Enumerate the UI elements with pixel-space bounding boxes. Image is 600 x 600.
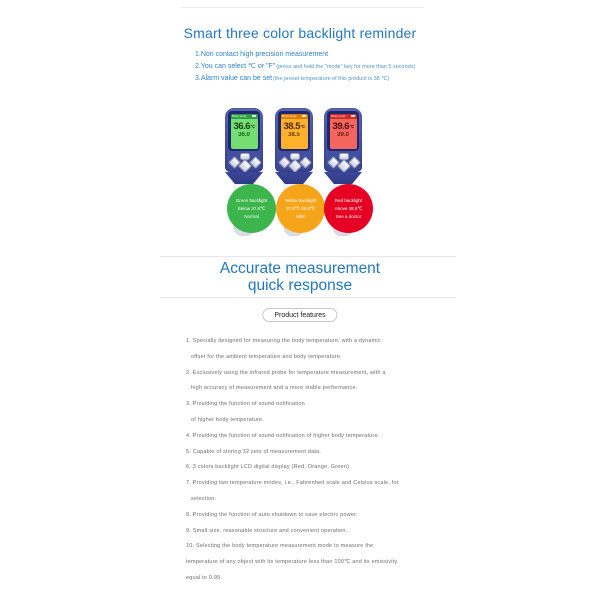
feature-line: 10. Selecting the body temperature measurement mode to measure the	[186, 543, 374, 550]
feature-line: high accuracy of measurement and a more stable performance.	[191, 385, 358, 392]
feature-line: selection.	[191, 495, 217, 502]
lcd-header	[330, 114, 357, 119]
thermometer-body	[324, 108, 362, 172]
thermometer-body	[225, 108, 263, 172]
feature-line: 3. Providing the function of sound notification	[186, 401, 305, 408]
section2-divider-top	[160, 256, 456, 257]
feature-line: 9. Small size, reasonable structure and convenient operation.	[186, 527, 348, 534]
lcd-main-reading	[330, 122, 357, 131]
lcd-secondary-reading: 39.0	[337, 131, 349, 138]
section1-title: Smart three color backlight reminder	[183, 25, 417, 41]
section2-divider-bottom	[160, 297, 456, 298]
celsius-unit: ℃	[300, 123, 305, 129]
feature-line: offset for the ambient temperature and body temperature.	[191, 353, 342, 360]
badge-line: 37.5℃-38.5℃	[285, 206, 316, 211]
lcd-screen-red	[330, 114, 357, 149]
feature-line: 8. Providing the function of auto shutdown to save electric power.	[186, 511, 358, 518]
main-reading-value: 39.6	[332, 120, 349, 132]
main-reading-value: 38.5	[283, 120, 300, 132]
main-reading-value: 36.6	[233, 120, 250, 132]
top-divider	[181, 7, 424, 8]
lcd-main-reading	[231, 122, 258, 131]
lcd-secondary-reading: 36.0	[238, 131, 250, 138]
badge-line: Above 38.5℃	[334, 206, 363, 211]
feature-line: 4. Providing the function of sound notification of higher body temperature.	[186, 432, 380, 439]
point-3-note: (the preset temperature of this product is 38 ℃)	[273, 76, 390, 82]
thermometer-body	[275, 108, 313, 172]
point-3-text: 3.Alarm value can be set	[195, 75, 273, 82]
celsius-unit: ℃	[250, 123, 255, 129]
battery-icon	[252, 115, 256, 117]
lcd-header-label: Body temp	[331, 114, 346, 118]
section2-title-line2: quick response	[247, 277, 353, 294]
feature-line: 2. Exclusively using the infrared probe for temperature measurement, with a	[186, 369, 386, 376]
product-features-pill: Product features	[262, 308, 337, 322]
point-2	[195, 61, 415, 73]
lcd-bezel	[228, 111, 260, 151]
lcd-header	[231, 114, 258, 119]
lcd-bezel	[278, 111, 310, 151]
section1-points	[195, 49, 415, 85]
feature-line: 1. Specially designed for measuring the body temperature, with a dynamic	[186, 338, 381, 344]
lcd-screen-green	[231, 114, 258, 149]
section2-title-line1: Accurate measurement	[219, 260, 381, 277]
badge-line: Yellow backlight	[284, 198, 317, 203]
red-backlight-badge	[324, 184, 373, 233]
feature-line: equal to 0.95.	[186, 574, 223, 581]
yellow-backlight-badge	[276, 184, 325, 233]
point-3	[195, 73, 415, 85]
badge-line: Normal	[244, 214, 259, 219]
lcd-screen-orange	[281, 114, 308, 149]
lcd-main-reading	[281, 122, 308, 131]
badge-line: Green backlight	[235, 198, 268, 203]
thermometer-neck	[225, 172, 263, 184]
badge-line: Red backlight	[334, 198, 363, 203]
feature-list	[186, 334, 486, 587]
lcd-bezel	[327, 111, 359, 151]
thermometer-neck	[275, 172, 313, 184]
feature-line: 7. Providing two temperature modes, i.e., Fahrenheit scale and Celsius scale, for	[186, 480, 399, 487]
point-2-note: (press and hold the "mode" key for more than 5 seconds)	[276, 64, 416, 70]
lcd-secondary-reading: 38.5	[288, 131, 300, 138]
celsius-unit: ℃	[349, 123, 354, 129]
badge-line: Mild	[296, 214, 305, 219]
battery-icon	[351, 115, 355, 117]
feature-line: of higher body temperature.	[191, 416, 264, 423]
thermometer-neck	[324, 172, 362, 184]
green-backlight-badge	[227, 184, 276, 233]
feature-line: 5. Capable of storing 32 sets of measurement data.	[186, 448, 322, 455]
lcd-header	[281, 114, 308, 119]
point-1	[195, 49, 415, 61]
badge-line: See a doctor	[335, 214, 362, 219]
lcd-header-label: Body temp	[282, 114, 297, 118]
lcd-header-label: Body temp	[232, 114, 247, 118]
point-2-text: 2.You can select ℃ or "F"	[195, 63, 276, 70]
point-1-text: 1.Non contact high precision measurement	[195, 51, 329, 58]
feature-line: 6. 3 colors backlight LCD digital display (Red, Orange, Green)	[186, 464, 350, 471]
badge-line: Below 37.5℃	[237, 206, 266, 211]
battery-icon	[302, 115, 306, 117]
feature-line: temperature of any object with its temperature less than 100℃ and its emissivity	[186, 559, 398, 566]
section2-title	[0, 260, 600, 294]
